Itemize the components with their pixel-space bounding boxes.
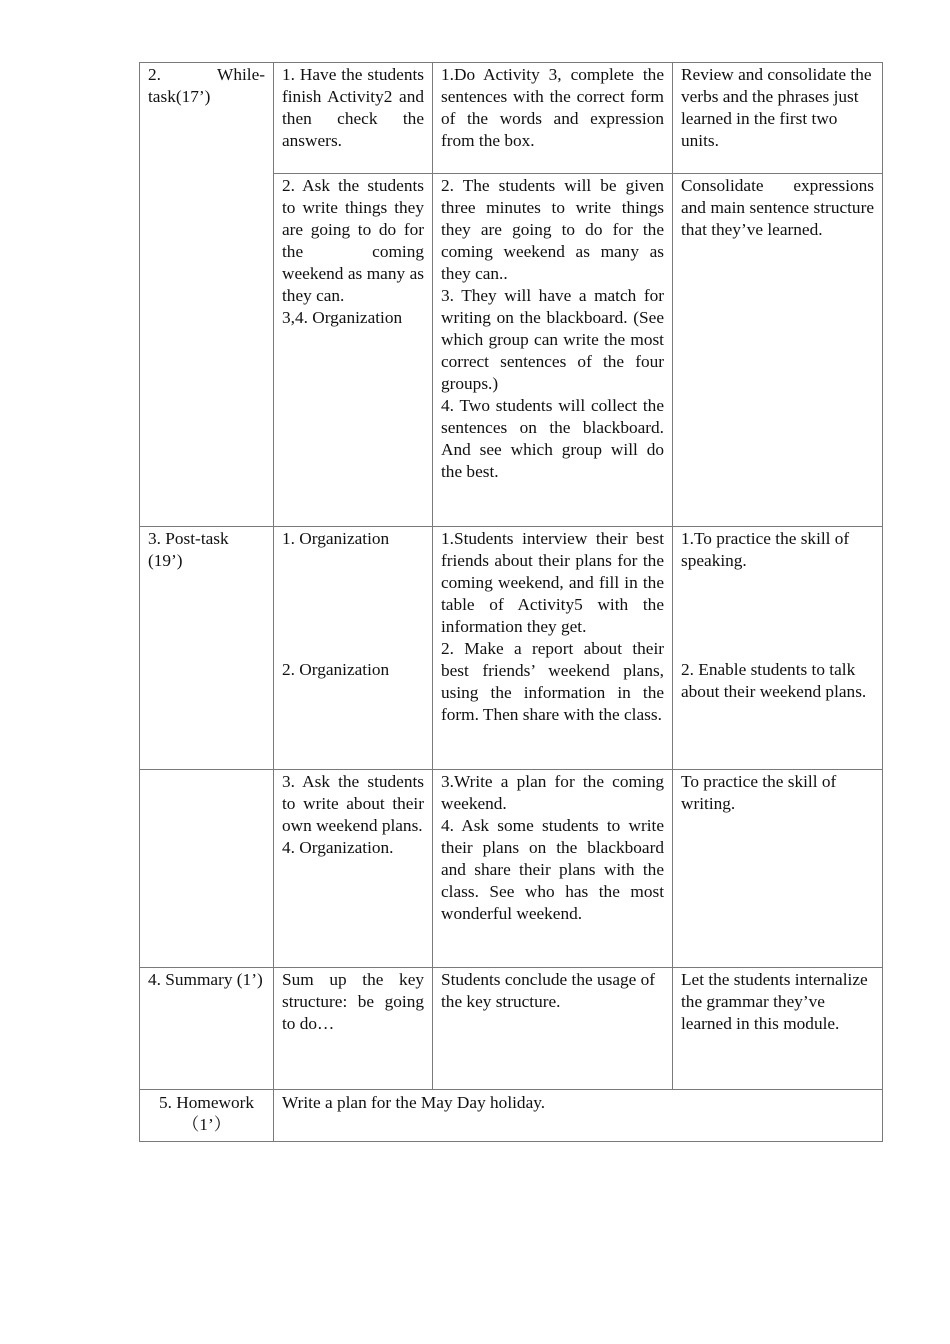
- purpose-cell: Let the students internalize the grammar they’ve learned in this module.: [673, 968, 883, 1090]
- stage-cell: 5. Homework （1’）: [140, 1090, 274, 1142]
- teacher-activity-cell: [274, 527, 433, 770]
- purpose-cell: To practice the skill of writing.: [673, 770, 883, 968]
- purpose-cell: Review and consolidate the verbs and the phrases just learned in the first two units.: [673, 63, 883, 174]
- table-row: [140, 770, 883, 968]
- stage-cell: 3. Post-task (19’): [140, 527, 274, 770]
- stage-cell: 2. While-task(17’): [140, 63, 274, 527]
- student-activity-cell: [433, 527, 673, 770]
- student-activity-cell: 3.Write a plan for the coming weekend. 4. Ask some students to write their plans on the blackboard and share their plans with the class. See who has the most wonderful weekend.: [433, 770, 673, 968]
- stage-cell: [140, 770, 274, 968]
- lesson-plan-table: [139, 62, 883, 1142]
- teacher-activity-cell: 3. Ask the students to write about their own weekend plans. 4. Organization.: [274, 770, 433, 968]
- teacher-activity-cell: 1. Have the students finish Activity2 and then check the answers.: [274, 63, 433, 174]
- stage-cell: 4. Summary (1’): [140, 968, 274, 1090]
- procedure-part: 1.Students interview their best friends about their plans for the coming weekend, and fill in the table of Activity5 with the information they get.: [441, 529, 664, 636]
- activity-part: 2. Organization: [282, 660, 390, 679]
- student-activity-cell: 2. The students will be given three minutes to write things they are going to do for the coming weekend as many as they can.. 3. They will have a match for writing on the blackboard. (See which group can write the most correct sentences of the four groups.) 4. Two students will collect the sentences on the blackboard. And see which group will do the best.: [433, 174, 673, 527]
- purpose-part: 1.To practice the skill of speaking.: [681, 529, 850, 570]
- student-activity-cell: Students conclude the usage of the key structure.: [433, 968, 673, 1090]
- procedure-part: 2. Make a report about their best friends’ weekend plans, using the information in the form. Then share with the class.: [441, 639, 664, 724]
- purpose-cell: [673, 527, 883, 770]
- table-row: [140, 527, 883, 770]
- student-activity-cell: 1.Do Activity 3, complete the sentences with the correct form of the words and expression from the box.: [433, 63, 673, 174]
- table-row: [140, 63, 883, 174]
- activity-part: 1. Organization: [282, 529, 390, 548]
- teacher-activity-cell: Sum up the key structure: be going to do…: [274, 968, 433, 1090]
- purpose-cell: Consolidate expressions and main sentence structure that they’ve learned.: [673, 174, 883, 527]
- table-row: [140, 1090, 883, 1142]
- homework-cell: Write a plan for the May Day holiday.: [274, 1090, 883, 1142]
- teacher-activity-cell: 2. Ask the students to write things they are going to do for the coming weekend as many as they can. 3,4. Organization: [274, 174, 433, 527]
- table-row: [140, 968, 883, 1090]
- purpose-part: 2. Enable students to talk about their weekend plans.: [681, 660, 867, 701]
